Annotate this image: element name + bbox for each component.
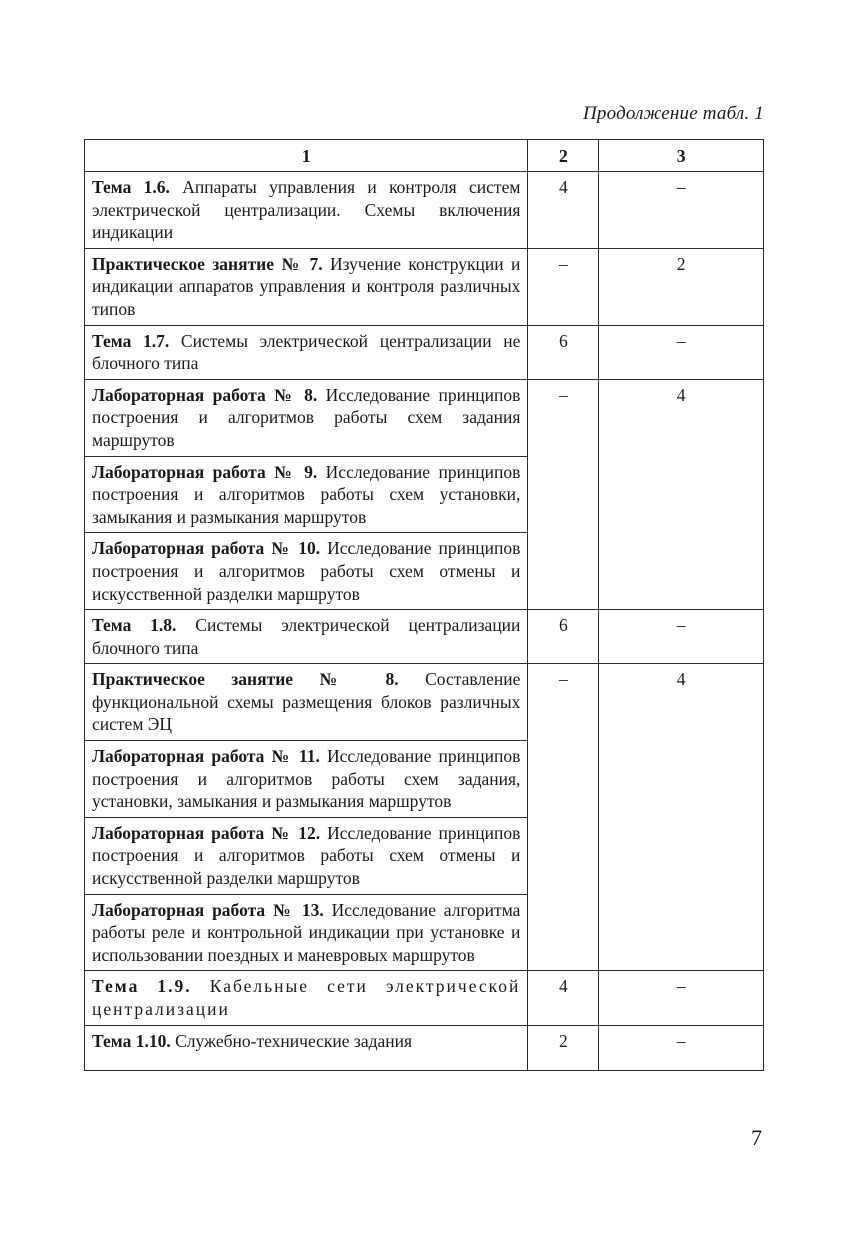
row-title: Практическое занятие № 7. <box>92 253 323 274</box>
row-col2: 6 <box>528 610 599 664</box>
row-col2: 4 <box>528 971 599 1025</box>
column-header-2: 2 <box>528 140 599 172</box>
row-col3: – <box>599 1025 764 1070</box>
row-title: Лабораторная работа № 13. <box>92 899 324 920</box>
row-col2: 2 <box>528 1025 599 1070</box>
row-description <box>85 610 528 664</box>
row-col2: – <box>528 664 599 971</box>
row-text: Составление функциональной схемы размещения блоков различных систем ЭЦ <box>92 669 521 735</box>
row-description <box>85 1025 528 1070</box>
table-row <box>85 379 764 456</box>
row-col3: 4 <box>599 379 764 609</box>
table-row <box>85 664 764 741</box>
row-text: Исследование алгоритма работы реле и контрольной индикации при установке и использовании поездных и маневровых маршрутов <box>92 899 521 965</box>
table-header-row <box>85 140 764 172</box>
row-text: Исследование принципов построения и алгоритмов работы схем задания, установки, замыкания и размыкания маршрутов <box>92 746 521 812</box>
row-title: Лабораторная работа № 10. <box>92 538 321 559</box>
row-description <box>85 325 528 379</box>
row-description <box>85 379 528 456</box>
column-header-1: 1 <box>85 140 528 172</box>
row-title: Тема 1.8. <box>92 615 177 636</box>
row-description <box>85 971 528 1025</box>
table-row <box>85 971 764 1025</box>
table-row <box>85 610 764 664</box>
row-description <box>85 741 528 818</box>
row-col3: 4 <box>599 664 764 971</box>
row-col3: 2 <box>599 248 764 325</box>
row-description <box>85 894 528 971</box>
column-header-3: 3 <box>599 140 764 172</box>
row-text: Исследование принципов построения и алгоритмов работы схем задания маршрутов <box>92 384 521 450</box>
row-text: Изучение конструкции и индикации аппаратов управления и контроля различных типов <box>92 253 521 319</box>
row-title: Тема 1.6. <box>92 177 170 197</box>
table-row <box>85 248 764 325</box>
row-title: Лабораторная работа № 9. <box>92 461 318 482</box>
page-number: 7 <box>751 1125 762 1150</box>
row-col3: – <box>599 610 764 664</box>
row-description <box>85 817 528 894</box>
row-col2: – <box>528 379 599 609</box>
row-text: Исследование принципов построения и алгоритмов работы схем отмены и искусственной разделки маршрутов <box>92 822 521 889</box>
row-text: Исследование принципов построения и алгоритмов работы схем отмены и искусственной разделки маршрутов <box>92 538 521 604</box>
row-text: Системы электрической централизации не блочного типа <box>92 330 521 374</box>
row-title: Тема 1.9. <box>92 976 192 997</box>
row-col3: – <box>599 172 764 249</box>
row-title: Лабораторная работа № 12. <box>92 822 321 843</box>
row-description <box>85 664 528 741</box>
row-title: Практическое занятие № 8. <box>92 669 399 690</box>
row-description <box>85 456 528 533</box>
row-text: Системы электрической централизации блочного типа <box>92 615 521 658</box>
table-continuation-label: Продолжение табл. 1 <box>583 103 764 124</box>
row-title: Тема 1.7. <box>92 330 170 351</box>
row-description <box>85 172 528 249</box>
row-col3: – <box>599 325 764 379</box>
table-row <box>85 325 764 379</box>
row-description <box>85 248 528 325</box>
row-title: Тема 1.10. <box>92 1030 171 1051</box>
curriculum-table <box>84 139 764 1071</box>
row-text: Кабельные сети электрической централизации <box>92 976 521 1019</box>
row-col2: – <box>528 248 599 325</box>
row-title: Лабораторная работа № 8. <box>92 384 318 405</box>
row-text: Служебно-технические задания <box>170 1030 413 1051</box>
row-text: Аппараты управления и контроля систем электрической централизации. Схемы включения индикации <box>92 177 521 243</box>
row-title: Лабораторная работа № 11. <box>92 746 320 767</box>
row-description <box>85 533 528 610</box>
table-row <box>85 172 764 249</box>
row-col2: 6 <box>528 325 599 379</box>
row-col3: – <box>599 971 764 1025</box>
row-text: Исследование принципов построения и алгоритмов работы схем установки, замыкания и размыкания маршрутов <box>92 461 521 527</box>
row-col2: 4 <box>528 172 599 249</box>
table-row <box>85 1025 764 1070</box>
